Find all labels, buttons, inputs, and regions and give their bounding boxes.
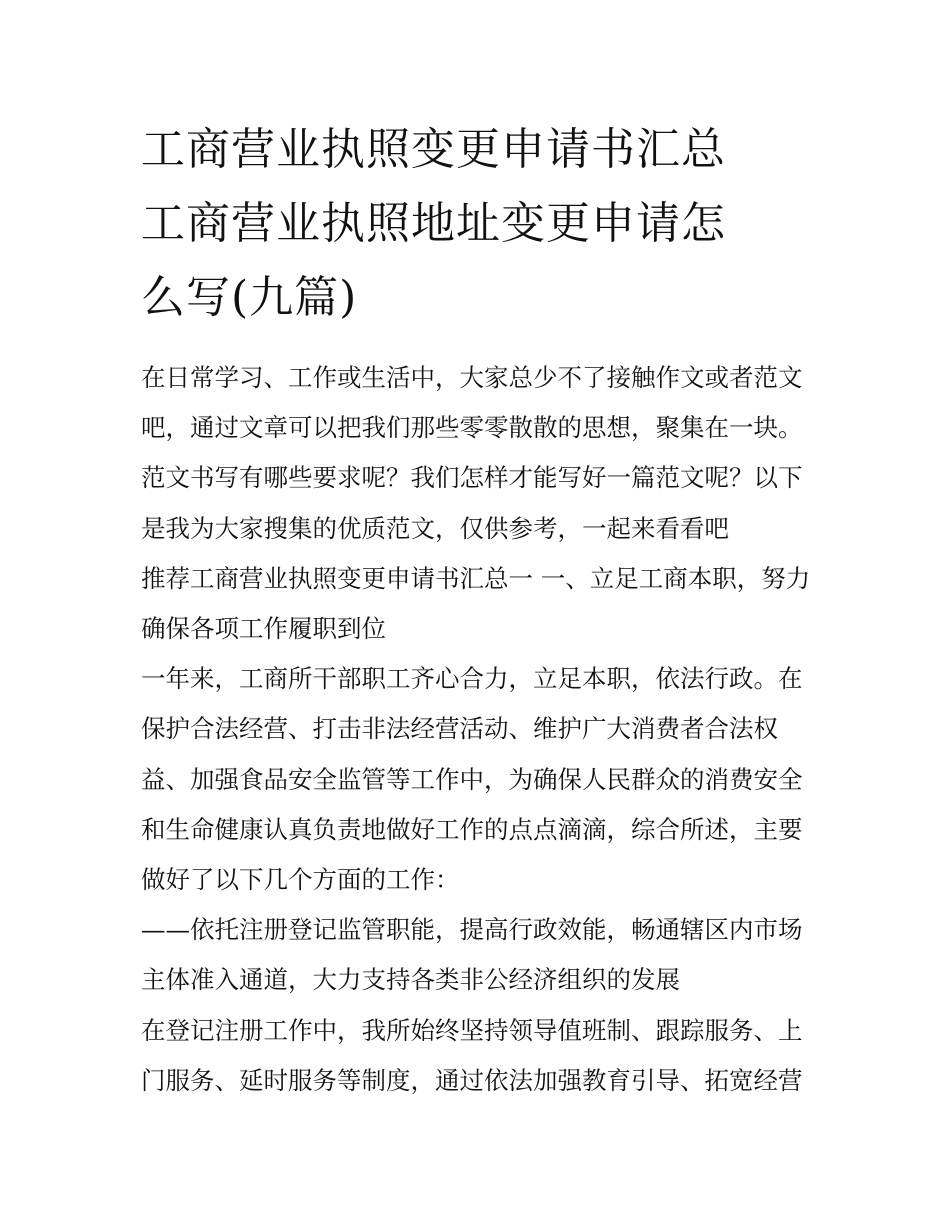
document-content — [141, 113, 821, 1106]
paragraph-registration-heading: ——依托注册登记监管职能，提高行政效能，畅通辖区内市场主体准入通道，大力支持各类非公经济组织的发展 — [141, 915, 803, 995]
paragraph-summary: 一年来，工商所干部职工齐心合力，立足本职，依法行政。在保护合法经营、打击非法经营活动、维护广大消费者合法权益、加强食品安全监管等工作中，为确保人民群众的消费安全和生命健康认真负责地做好工作的点点滴滴，综合所述，主要做好了以下几个方面的工作： — [141, 664, 803, 895]
paragraph-section-heading: 推荐工商营业执照变更申请书汇总一 一、立足工商本职，努力确保各项工作履职到位 — [141, 563, 811, 644]
paragraph-registration-detail: 在登记注册工作中，我所始终坚持领导值班制、跟踪服务、上门服务、延时服务等制度，通过依法加强教育引导、拓宽经营 — [141, 1015, 803, 1095]
document-title: 工商营业执照变更申请书汇总 工商营业执照地址变更申请怎 么写(九篇) — [141, 124, 726, 323]
document-body — [141, 353, 821, 1106]
paragraph-intro: 在日常学习、工作或生活中，大家总少不了接触作文或者范文吧，通过文章可以把我们那些零零散散的思想，聚集在一块。范文书写有哪些要求呢？我们怎样才能写好一篇范文呢？以下是我为大家搜集的优质范文，仅供参考，一起来看看吧 — [141, 363, 803, 543]
